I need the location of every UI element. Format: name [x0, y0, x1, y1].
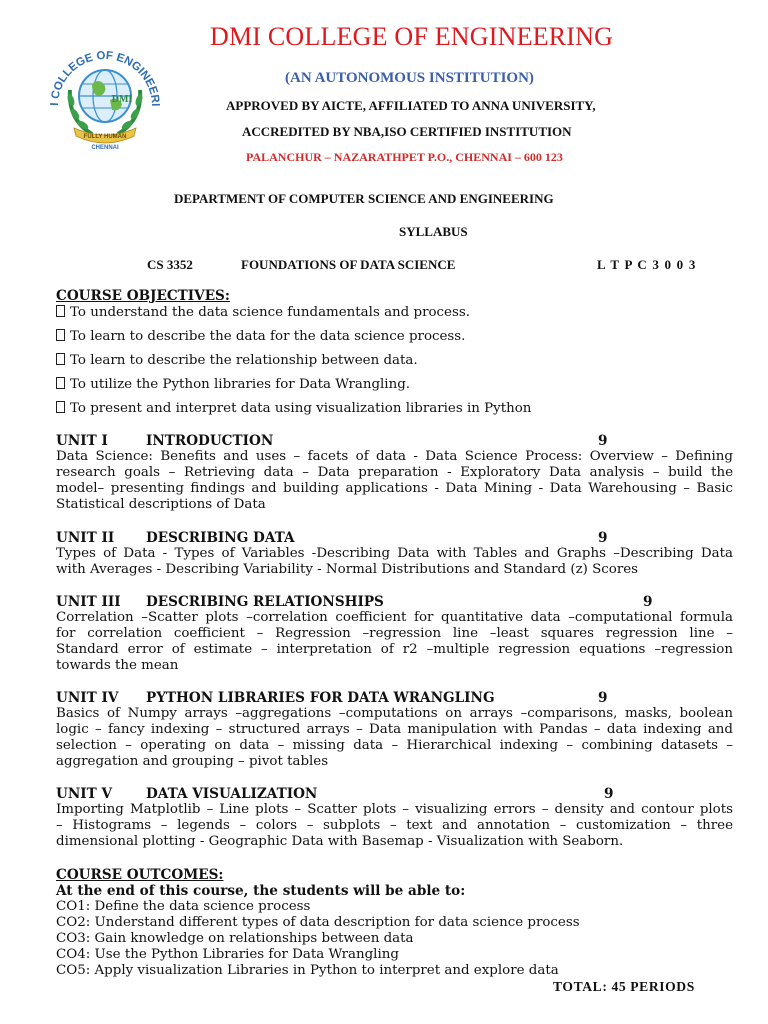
unit-number: UNIT I [56, 433, 108, 449]
unit-number: UNIT IV [56, 690, 119, 706]
college-address: PALANCHUR – NAZARATHPET P.O., CHENNAI – 600 123 [246, 150, 563, 164]
unit-title: PYTHON LIBRARIES FOR DATA WRANGLING [146, 690, 495, 706]
outcome-item: CO3: Gain knowledge on relationships between data [56, 931, 414, 946]
course-title: FOUNDATIONS OF DATA SCIENCE [241, 257, 456, 272]
unit-description: Importing Matplotlib – Line plots – Scatter plots – visualizing errors – density and contour plots – Histograms – legends – colors – subplots – text and annotation – customization – three dimensional plotting - Geographic Data with Basemap - Visualization with Seaborn. [56, 802, 733, 849]
unit-description: Types of Data - Types of Variables -Describing Data with Tables and Graphs –Describing Data with Averages - Describing Variability - Normal Distributions and Standard (z) Scores [56, 546, 733, 577]
missing-glyph-box-icon [56, 329, 65, 341]
unit-description: Correlation –Scatter plots –correlation coefficient for quantitative data –computational formula for correlation coefficient – Regression –regression line –least squares regression line – Standard error of estimate – interpretation of r2 –multiple regression equations –regression towards the mean [56, 610, 733, 673]
unit-title: DESCRIBING DATA [146, 530, 295, 546]
logo-city: CHENNAI [91, 145, 119, 151]
unit-description: Data Science: Benefits and uses – facets of data - Data Science Process: Overview – Defining research goals – Retrieving data – Data preparation - Exploratory Data analysis – build the model– presenting findings and building applications - Data Mining - Data Warehousing – Basic Statistical descriptions of Data [56, 449, 733, 512]
logo-inner-text: DMI [111, 94, 133, 105]
unit-description: Basics of Numpy arrays –aggregations –computations on arrays –comparisons, masks, boolean logic – fancy indexing – structured arrays – Data manipulation with Pandas – data indexing and selection – operating on data – missing data – Hierarchical indexing – combining datasets – aggregation and grouping – pivot tables [56, 706, 733, 769]
unit-number: UNIT II [56, 530, 115, 546]
unit-title: DESCRIBING RELATIONSHIPS [146, 594, 384, 610]
missing-glyph-box-icon [56, 401, 65, 413]
outcome-item: CO2: Understand different types of data description for data science process [56, 915, 580, 930]
unit-hours: 9 [598, 530, 608, 546]
unit-title: INTRODUCTION [146, 433, 274, 449]
unit-hours: 9 [604, 786, 614, 802]
outcomes-list [56, 899, 580, 979]
logo-ring-text: I COLLEGE OF ENGINEERI [48, 49, 162, 107]
approval-line: APPROVED BY AICTE, AFFILIATED TO ANNA UNIVERSITY, [226, 98, 596, 113]
college-name: DMI COLLEGE OF ENGINEERING [210, 22, 614, 51]
unit-title: DATA VISUALIZATION [146, 786, 318, 802]
unit-number: UNIT V [56, 786, 113, 802]
outcome-item: CO1: Define the data science process [56, 899, 311, 914]
college-seal-logo [40, 28, 170, 153]
autonomous-status: (AN AUTONOMOUS INSTITUTION) [285, 70, 534, 86]
missing-glyph-box-icon [56, 377, 65, 389]
outcome-item: CO5: Apply visualization Libraries in Python to interpret and explore data [56, 963, 559, 978]
unit-hours: 9 [598, 690, 608, 706]
total-periods: TOTAL: 45 PERIODS [553, 979, 695, 994]
course-ltpc: L T P C 3 0 0 3 [597, 257, 697, 272]
unit-number: UNIT III [56, 594, 121, 610]
unit-hours: 9 [643, 594, 653, 610]
objective-item: To learn to describe the data for the data science process. [56, 329, 465, 344]
objective-item: To present and interpret data using visualization libraries in Python [56, 401, 531, 416]
objectives-heading: COURSE OBJECTIVES: [56, 288, 230, 304]
outcomes-heading: COURSE OUTCOMES: [56, 867, 224, 883]
logo-motto: FULLY HUMAN [83, 134, 127, 140]
outcome-item: CO4: Use the Python Libraries for Data Wrangling [56, 947, 399, 962]
course-code: CS 3352 [147, 257, 193, 272]
missing-glyph-box-icon [56, 305, 65, 317]
syllabus-label: SYLLABUS [399, 224, 468, 239]
objective-item: To learn to describe the relationship between data. [56, 353, 418, 368]
outcomes-intro: At the end of this course, the students will be able to: [56, 883, 466, 899]
objective-item: To understand the data science fundamentals and process. [56, 305, 470, 320]
unit-hours: 9 [598, 433, 608, 449]
missing-glyph-box-icon [56, 353, 65, 365]
objective-item: To utilize the Python libraries for Data Wrangling. [56, 377, 410, 392]
accreditation-line: ACCREDITED BY NBA,ISO CERTIFIED INSTITUTION [242, 124, 572, 139]
department-title: DEPARTMENT OF COMPUTER SCIENCE AND ENGINEERING [174, 191, 554, 206]
